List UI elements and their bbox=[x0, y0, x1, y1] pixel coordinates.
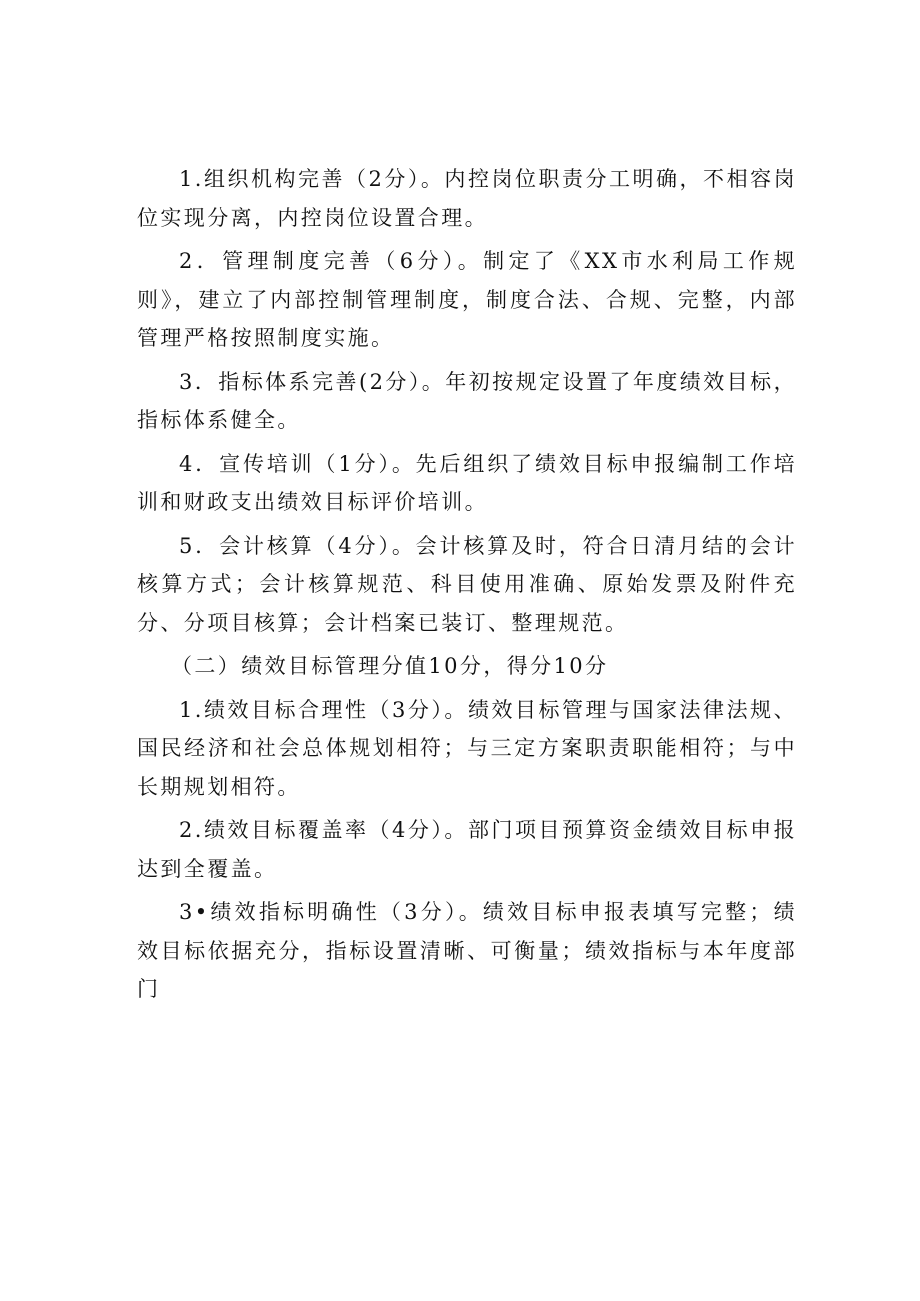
document-body bbox=[137, 160, 797, 1014]
paragraph-indicator-clarity: 3•绩效指标明确性（3分）。绩效目标申报表填写完整；绩效目标依据充分，指标设置清晰、可衡量；绩效指标与本年度部门 bbox=[137, 900, 797, 1001]
section-heading-performance-goals: （二）绩效目标管理分值10分，得分10分 bbox=[171, 654, 609, 678]
paragraph-training: 4．宣传培训（1分）。先后组织了绩效目标申报编制工作培训和财政支出绩效目标评价培训。 bbox=[137, 451, 797, 514]
paragraph-management-system: 2．管理制度完善（6分）。制定了《XX市水利局工作规则》，建立了内部控制管理制度，制度合法、合规、完整，内部管理严格按照制度实施。 bbox=[137, 249, 797, 350]
paragraph-organization: 1.组织机构完善（2分）。内控岗位职责分工明确，不相容岗位实现分离，内控岗位设置合理。 bbox=[137, 167, 797, 230]
paragraph-accounting: 5．会计核算（4分）。会计核算及时，符合日清月结的会计核算方式；会计核算规范、科目使用准确、原始发票及附件充分、分项目核算；会计档案已装订、整理规范。 bbox=[137, 533, 797, 635]
paragraph-indicator-system: 3．指标体系完善(2分）。年初按规定设置了年度绩效目标，指标体系健全。 bbox=[137, 369, 797, 432]
paragraph-goal-coverage: 2.绩效目标覆盖率（4分）。部门项目预算资金绩效目标申报达到全覆盖。 bbox=[137, 818, 797, 881]
paragraph-goal-rationality: 1.绩效目标合理性（3分）。绩效目标管理与国家法律法规、国民经济和社会总体规划相符；与三定方案职责职能相符；与中长期规划相符。 bbox=[137, 697, 797, 799]
